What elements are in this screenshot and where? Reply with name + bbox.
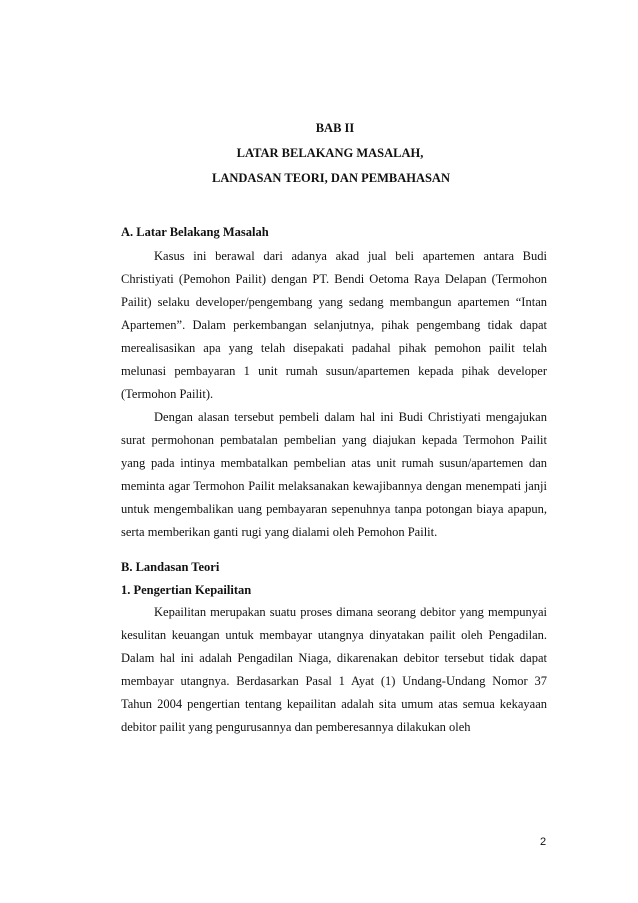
section-b-paragraph-1: Kepailitan merupakan suatu proses dimana seorang debitor yang mempunyai kesulitan keuangan untuk membayar utangnya dinyatakan pailit oleh Pengadilan. Dalam hal ini adalah Pengadilan Niaga, dikarenakan debitor tersebut tidak dapat membayar utangnya. Berdasarkan Pasal 1 Ayat (1) Undang-Undang Nomor 37 Tahun 2004 pengertian tentang kepailitan adalah sita umum atas semua kekayaan debitor pailit yang pengurusannya dan pemberesannya dilakukan oleh	[121, 605, 547, 734]
chapter-title-line-1: LATAR BELAKANG MASALAH,	[236, 146, 424, 160]
section-a-heading: A. Latar Belakang Masalah	[121, 225, 269, 239]
section-a-paragraph-2: Dengan alasan tersebut pembeli dalam hal ini Budi Christiyati mengajukan surat permohonan pembatalan pembelian yang diajukan kepada Termohon Pailit yang pada intinya membatalkan pembelian atas unit rumah susun/apartemen dan meminta agar Termohon Pailit melaksanakan kewajibannya dengan menempati janji untuk mengembalikan uang pembayaran sepenuhnya tanpa potongan biaya apapun, serta memberikan ganti rugi yang dialami oleh Pemohon Pailit.	[121, 410, 547, 539]
page-number: 2	[540, 836, 547, 848]
chapter-label: BAB II	[315, 121, 355, 135]
section-a-paragraph-1: Kasus ini berawal dari adanya akad jual beli apartemen antara Budi Christiyati (Pemohon Pailit) dengan PT. Bendi Oetoma Raya Delapan (Termohon Pailit) selaku developer/pengembang yang sedang membangun apartemen “Intan Apartemen”. Dalam perkembangan selanjutnya, pihak pengembang tidak dapat merealisasikan apa yang telah disepakati padahal pihak pemohon pailit telah melunasi pembayaran 1 unit rumah susun/apartemen kepada pihak developer (Termohon Pailit).	[121, 249, 547, 401]
section-b-heading: B. Landasan Teori	[121, 560, 220, 574]
chapter-title-line-2: LANDASAN TEORI, DAN PEMBAHASAN	[212, 171, 450, 185]
subsection-b1-heading: 1. Pengertian Kepailitan	[121, 583, 252, 597]
